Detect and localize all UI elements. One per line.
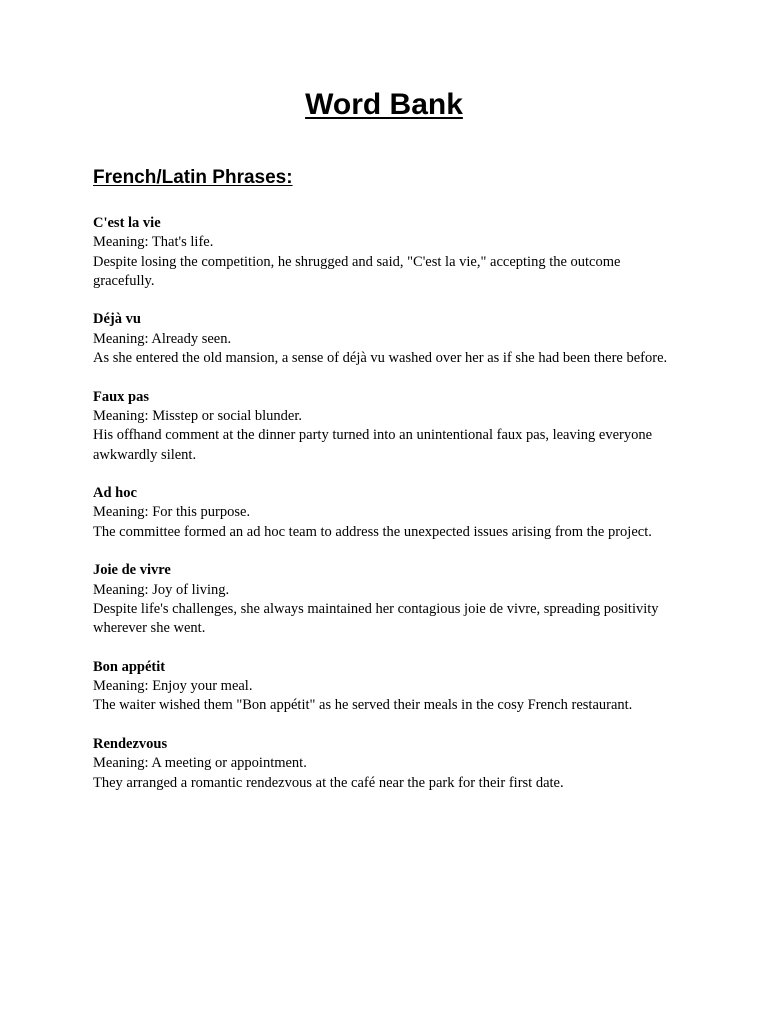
phrase-meaning: Meaning: For this purpose.: [93, 504, 251, 521]
phrase-entry: [93, 561, 683, 638]
phrase-term: C'est la vie: [93, 215, 161, 231]
phrase-example: As she entered the old mansion, a sense of déjà vu washed over her as if she had been there before.: [93, 350, 668, 367]
phrase-meaning: Meaning: Misstep or social blunder.: [93, 407, 303, 424]
phrase-entry: [93, 310, 683, 368]
phrase-term: Ad hoc: [93, 485, 137, 502]
phrase-example: His offhand comment at the dinner party turned into an unintentional faux pas, leaving everyone awkwardly silent.: [93, 427, 653, 463]
phrase-entry: [93, 214, 683, 291]
phrase-meaning: Meaning: A meeting or appointment.: [93, 755, 307, 772]
phrase-example: The committee formed an ad hoc team to address the unexpected issues arising from the project.: [93, 523, 652, 540]
phrase-meaning: Meaning: Already seen.: [93, 330, 232, 347]
phrase-example: The waiter wished them "Bon appétit" as he served their meals in the cosy French restaurant.: [93, 697, 633, 714]
page-title: Word Bank: [305, 88, 463, 121]
phrase-entry: [93, 484, 683, 542]
phrase-entry: [93, 735, 683, 793]
phrase-entry: [93, 388, 683, 465]
phrase-term: Rendezvous: [93, 736, 168, 753]
phrase-example: They arranged a romantic rendezvous at the café near the park for their first date.: [93, 774, 564, 791]
phrase-meaning: Meaning: Joy of living.: [93, 581, 230, 598]
phrase-example: Despite life's challenges, she always maintained her contagious joie de vivre, spreading positivity wherever she went.: [93, 600, 659, 637]
phrase-example: Despite losing the competition, he shrugged and said, "C'est la vie," accepting the outcome gracefully.: [93, 253, 621, 289]
phrase-entry: [93, 658, 683, 716]
phrase-meaning: Meaning: Enjoy your meal.: [93, 678, 253, 695]
phrase-meaning: Meaning: That's life.: [93, 234, 214, 251]
phrase-term: Faux pas: [93, 388, 150, 405]
section-heading: French/Latin Phrases:: [93, 167, 293, 188]
phrase-term: Joie de vivre: [93, 562, 171, 579]
phrase-list: [93, 214, 683, 812]
phrase-term: Bon appétit: [93, 658, 166, 675]
phrase-term: Déjà vu: [93, 311, 141, 328]
